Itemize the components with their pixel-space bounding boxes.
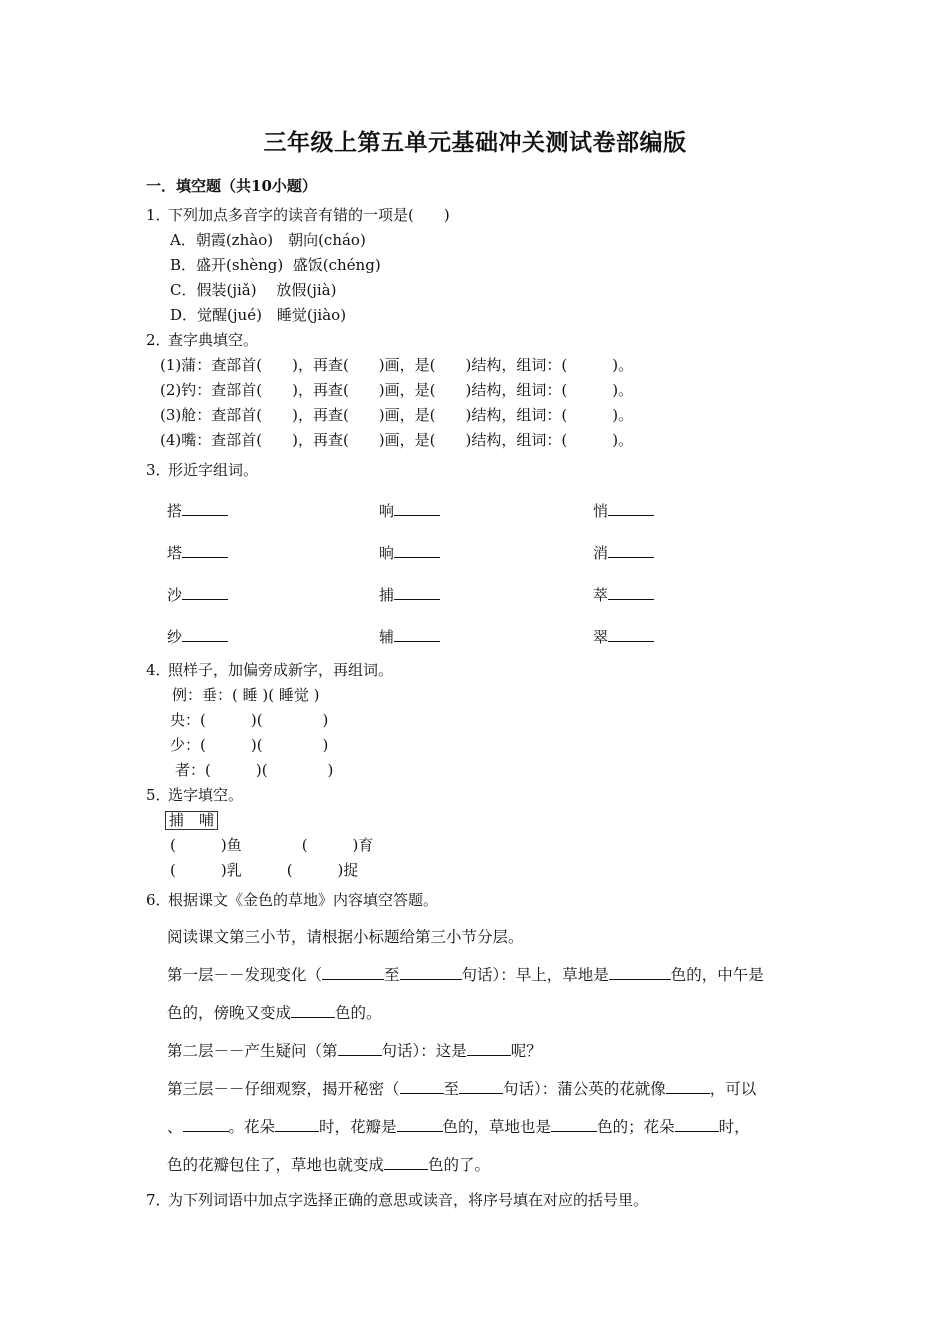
- q2-stem: 查字典填空。: [168, 331, 259, 349]
- q3-number: 3．: [146, 461, 171, 479]
- q4-stem: 照样子，加偏旁成新字，再组词。: [168, 661, 394, 679]
- q3-cell: 翠: [593, 626, 654, 647]
- q3-cell: 搭: [167, 500, 228, 521]
- q2-number: 2．: [146, 331, 171, 349]
- q6-line-4: 第三层－－仔细观察，揭开秘密（ 至 句话）：蒲公英的花就像 ，可以: [167, 1080, 757, 1098]
- q6-number: 6．: [146, 891, 171, 909]
- q4-example: 例：垂：( 睡 )( 睡觉 ): [172, 686, 320, 704]
- q3-cell: 响: [379, 500, 440, 521]
- q2-item-2: (2)钓：查部首( )，再查( )画，是( )结构，组词：( )。: [160, 381, 634, 399]
- q4-item-3: 者：( )( ): [175, 761, 334, 779]
- page-title: 三年级上第五单元基础冲关测试卷部编版: [263, 129, 687, 156]
- q6-line-6: 色的花瓣包住了，草地也就变成 色的了。: [167, 1156, 491, 1174]
- q3-stem: 形近字组词。: [168, 461, 259, 479]
- q7-stem: 为下列词语中加点字选择正确的意思或读音，将序号填在对应的括号里。: [168, 1191, 649, 1209]
- q3-cell: 消: [593, 542, 654, 563]
- q4-number: 4．: [146, 661, 171, 679]
- q5-item-1: ( )鱼 ( )育: [170, 836, 374, 854]
- q5-choices: [165, 810, 218, 830]
- q1-option-d: D．觉醒(jué) 睡觉(jiào): [170, 306, 347, 324]
- q5-item-2: ( )乳 ( )捉: [170, 861, 359, 879]
- q2-item-3: (3)舱：查部首( )，再查( )画，是( )结构，组词：( )。: [160, 406, 634, 424]
- q6-intro: 阅读课文第三小节，请根据小标题给第三小节分层。: [167, 928, 524, 946]
- q3-cell: 捕: [379, 584, 440, 605]
- q6-line-2: 色的，傍晚又变成 色的。: [167, 1004, 382, 1022]
- q6-line-5: 、 。花朵 时，花瓣是 色的，草地也是 色的；花朵 时，: [167, 1118, 750, 1136]
- q2-item-1: (1)蒲：查部首( )，再查( )画，是( )结构，组词：( )。: [160, 356, 634, 374]
- q1-option-a: A．朝霞(zhào) 朝向(cháo): [170, 231, 366, 249]
- q7-number: 7．: [146, 1191, 171, 1209]
- q1-number: 1．: [146, 206, 171, 224]
- q3-cell: 悄: [593, 500, 654, 521]
- q3-cell: 纱: [167, 626, 228, 647]
- q6-line-3: 第二层－－产生疑问（第 句话）：这是 呢？: [167, 1042, 542, 1060]
- q2-item-4: (4)嘴：查部首( )，再查( )画，是( )结构，组词：( )。: [160, 431, 634, 449]
- section-heading: 一．填空题（共10小题）: [146, 177, 317, 195]
- q5-choice-box: 捕 哺: [165, 811, 218, 830]
- q4-item-2: 少：( )( ): [170, 736, 329, 754]
- q6-stem: 根据课文《金色的草地》内容填空答题。: [168, 891, 439, 909]
- q3-cell: 晌: [379, 542, 440, 563]
- q3-cell: 辅: [379, 626, 440, 647]
- q1-option-b: B．盛开(shèng) 盛饭(chéng): [170, 256, 381, 274]
- q5-stem: 选字填空。: [168, 786, 244, 804]
- q4-item-1: 央：( )( ): [170, 711, 329, 729]
- q6-line-1: 第一层－－发现变化（ 至 句话）：早上，草地是 色的，中午是: [167, 966, 764, 984]
- q3-cell: 萃: [593, 584, 654, 605]
- q3-cell: 塔: [167, 542, 228, 563]
- q5-number: 5．: [146, 786, 171, 804]
- q3-cell: 沙: [167, 584, 228, 605]
- q1-option-c: C．假装(jiǎ) 放假(jià): [170, 281, 337, 299]
- q1-stem: 下列加点多音字的读音有错的一项是( ): [168, 206, 450, 224]
